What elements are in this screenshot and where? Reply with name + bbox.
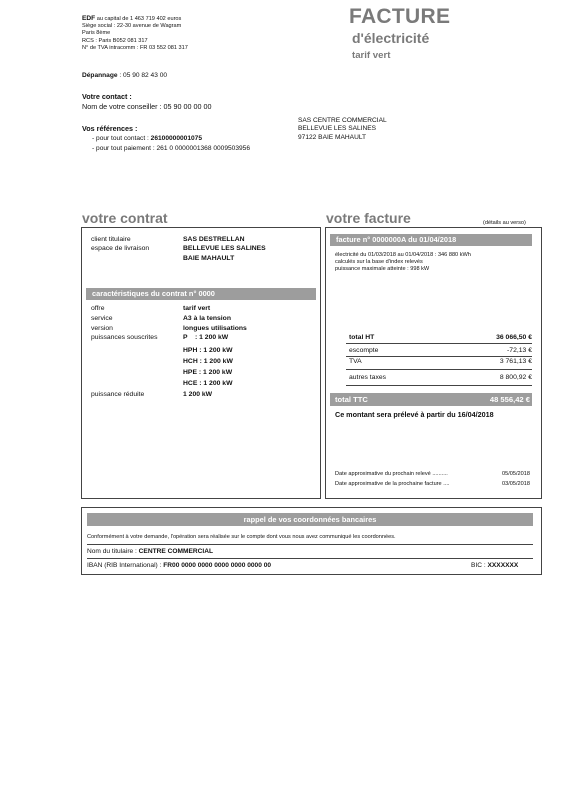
version-label: version [91, 325, 113, 332]
next-invoice-label: Date approximative de la prochaine facture .... [335, 481, 450, 487]
depannage-label: Dépannage [82, 72, 118, 79]
company-info [82, 15, 188, 52]
tva-value: 3 761,13 € [499, 358, 532, 365]
reduced-power-value: 1 200 kW [183, 391, 213, 398]
divider [346, 343, 532, 344]
bank-title: rappel de vos coordonnées bancaires [243, 515, 377, 524]
invoice-section-title: votre facture [326, 210, 411, 226]
account-holder: Nom du titulaire : CENTRE COMMERCIAL [87, 548, 214, 555]
service-value: A3 à la tension [183, 315, 231, 322]
max-power: puissance maximale atteinte : 998 kW [335, 266, 430, 273]
tva-label: TVA [349, 358, 362, 365]
escompte-label: escompte [349, 347, 379, 354]
power-hpe: HPE : 1 200 kW [183, 369, 233, 376]
total-ht-value: 36 066,50 € [496, 334, 532, 341]
company-vat: N° de TVA intracomm : FR 03 552 081 317 [82, 44, 188, 51]
invoice-tariff: tarif vert [352, 50, 391, 61]
client-value: SAS DESTRELLAN [183, 236, 245, 243]
total-ht-label: total HT [349, 334, 375, 341]
delivery-line2: BAIE MAHAULT [183, 255, 235, 262]
reference-payment: - pour tout paiement : 261 0 0000001368 0009503956 [92, 145, 251, 152]
power-hch: HCH : 1 200 kW [183, 358, 233, 365]
depannage-line [82, 72, 167, 80]
recipient-line1: SAS CENTRE COMMERCIAL [298, 117, 387, 124]
account-holder-name: CENTRE COMMERCIAL [138, 548, 214, 555]
divider [346, 369, 532, 370]
invoice-number-band: facture n° 0000000A du 01/04/2018 [330, 234, 532, 246]
escompte-value: -72,13 € [507, 347, 532, 354]
divider [87, 558, 533, 559]
offer-value: tarif vert [183, 305, 211, 312]
electricity-details [335, 252, 471, 274]
reference-contact-number: 26100000001075 [150, 135, 202, 142]
depannage-value: : 05 90 82 43 00 [117, 72, 168, 79]
version-value: longues utilisations [183, 325, 247, 332]
company-city: Paris 8ème [82, 30, 111, 37]
next-reading-label: Date approximative du prochain relevé .......... [335, 471, 448, 477]
contract-section-title: votre contrat [82, 210, 168, 226]
recipient-line3: 97122 BAIE MAHAULT [298, 133, 367, 141]
other-taxes-value: 8 800,92 € [499, 374, 532, 381]
invoice-title: FACTURE [349, 5, 451, 28]
company-address: Siège social : 22-30 avenue de Wagram [82, 23, 182, 30]
power-hph: HPH : 1 200 kW [183, 347, 233, 354]
other-taxes-label: autres taxes [349, 374, 387, 381]
bic-line: BIC : XXXXXXX [471, 562, 519, 569]
reduced-power-label: puissance réduite [91, 391, 145, 398]
client-label: client titulaire [91, 236, 131, 243]
delivery-line1: BELLEVUE LES SALINES [183, 245, 266, 252]
total-ttc-value: 48 556,42 € [489, 395, 530, 404]
divider [346, 385, 532, 386]
bic-value: XXXXXXX [487, 562, 519, 569]
recipient-address [298, 117, 387, 142]
divider [346, 356, 532, 357]
service-label: service [91, 315, 113, 322]
recipient-line2: BELLEVUE LES SALINES [298, 125, 377, 133]
reference-contact: - pour tout contact : 26100000001075 [92, 135, 202, 142]
delivery-label: espace de livraison [91, 245, 150, 252]
company-name: EDF [82, 15, 96, 22]
offer-label: offre [91, 305, 105, 312]
iban-value: FR00 0000 0000 0000 0000 0000 00 [163, 562, 272, 569]
next-invoice-value: 03/05/2018 [502, 481, 530, 487]
divider [87, 544, 533, 545]
contact-title: Votre contact : [82, 92, 132, 101]
debit-notice: Ce montant sera prélevé à partir du 16/04/2018 [335, 410, 494, 419]
contact-line: Nom de votre conseiller : 05 90 00 00 00 [82, 102, 212, 111]
references-title: Vos références : [82, 124, 138, 133]
characteristics-band: caractéristiques du contrat n° 0000 [86, 288, 316, 300]
iban-line: IBAN (RIB International) : FR00 0000 0000 0000 0000 0000 00 [87, 562, 272, 569]
next-reading-value: 05/05/2018 [502, 471, 530, 477]
company-rcs: RCS : Paris B052 081 317 [82, 37, 148, 44]
invoice-subtitle: d'électricité [352, 30, 430, 46]
electricity-period: électricité du 01/03/2018 au 01/04/2018 : 346 880 kWh [335, 252, 471, 258]
company-capital: au capital de 1 463 719 402 euros [96, 16, 182, 22]
power-p: P : 1 200 kW [183, 334, 229, 341]
power-label: puissances souscrites [91, 334, 158, 341]
electricity-basis: calculés sur la base d'index relevés [335, 259, 423, 266]
details-note: (détails au verso) [483, 220, 526, 226]
power-hce: HCE : 1 200 kW [183, 380, 233, 387]
total-ttc-label: total TTC [335, 395, 368, 404]
bank-notice: Conformément à votre demande, l'opération sera réalisée sur le compte dont vous nous avez communiqué les coordonnées. [87, 534, 396, 540]
